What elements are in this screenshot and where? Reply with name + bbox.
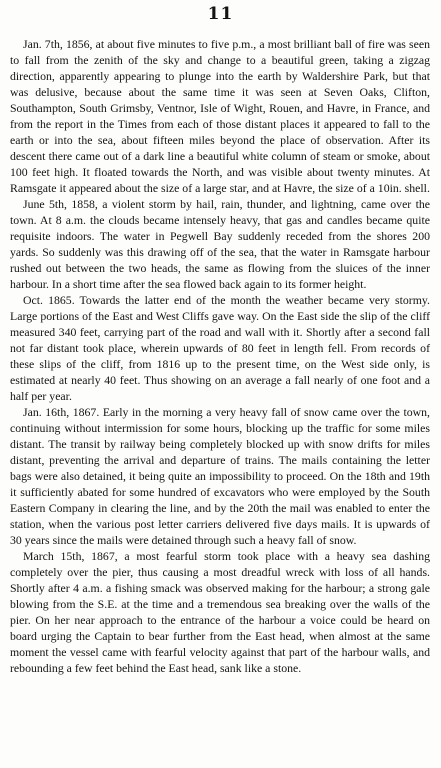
paragraph-1867-wreck: March 15th, 1867, a most fearful storm took place with a heavy sea dashing completely over the pier, thus causing a most dreadful wreck with loss of all hands. Shortly after 4 a.m. a fishing smack was observed making for the harbour; a strong gale blowing from the S.E. at the time and a tremendous sea breaking over the walls of the pier. On her near approach to the entrance of the harbour a voice could be heard on board urging the Captain to bear further from the East head, when almost at the same moment the vessel came with fearful velocity against that part of the harbour walls, and rebounding a few feet behind the East head, sank like a stone.: [10, 549, 430, 675]
paragraph-1865-cliff-falls: Oct. 1865. Towards the latter end of the month the weather became very stormy. Large portions of the East and West Cliffs gave way. On the East side the slip of the cliff measured 340 feet, carrying part of the road and wall with it. Shortly after a second fall not far distant took place, wherein upwards of 80 feet in length fell. From records of these slips of the cliff, from 1816 up to the present time, on the West side only, is estimated at nearly 40 feet. Thus showing on an average a fall nearly of one foot and a half per year.: [10, 293, 430, 403]
page-number: 11: [207, 4, 234, 24]
paragraph-1856-fireball: Jan. 7th, 1856, at about five minutes to five p.m., a most brilliant ball of fire was seen to fall from the zenith of the sky and change to a beautiful green, taking a zigzag direction, apparently appearing to plunge into the earth by Waldershire Park, but that was delusive, because about the same time it was seen at Seven Oaks, Clifton, Southampton, South Grimsby, Ventnor, Isle of Wight, Rouen, and Havre, in France, and from the report in the Times from each of those distant places it appeared to fall to the earth or into the sea, about fifteen miles beyond the place of observation. After its descent there came out of a dark line a beautiful white column of steam or smoke, about 100 feet high. It floated towards the North, and was visible about twenty minutes. At Ramsgate it appeared about the size of a large star, and at Havre, the size of a 10in. shell.: [10, 37, 430, 195]
paragraph-1867-snow: Jan. 16th, 1867. Early in the morning a very heavy fall of snow came over the town, continuing without intermission for some hours, blocking up the traffic for some miles distant. The transit by railway being completely blocked up with snow drifts for miles distant, preventing the arrival and departure of trains. The mails containing the letter bags were also detained, it being quite an impossibility to proceed. On the 18th and 19th it sufficiently abated for some hundred of excavators who were employed by the South Eastern Company in clearing the line, and by the 20th the mail was enabled to enter the station, when the various post letter carriers delivered five days mails. It is upwards of 30 years since the mails were detained through such a heavy fall of snow.: [10, 405, 430, 547]
page-body-text: [10, 36, 430, 676]
paragraph-1858-storm: June 5th, 1858, a violent storm by hail, rain, thunder, and lightning, came over the town. At 8 a.m. the clouds became intensely heavy, that gas and candles became quite requisite indoors. The water in Pegwell Bay suddenly receded from the shores 200 yards. So suddenly was this drawing off of the sea, that the water in Ramsgate harbour rushed out between the two heads, the same as flowing from the sluices of the inner harbour. In a short time after the sea flowed back again to its former height.: [10, 197, 430, 291]
